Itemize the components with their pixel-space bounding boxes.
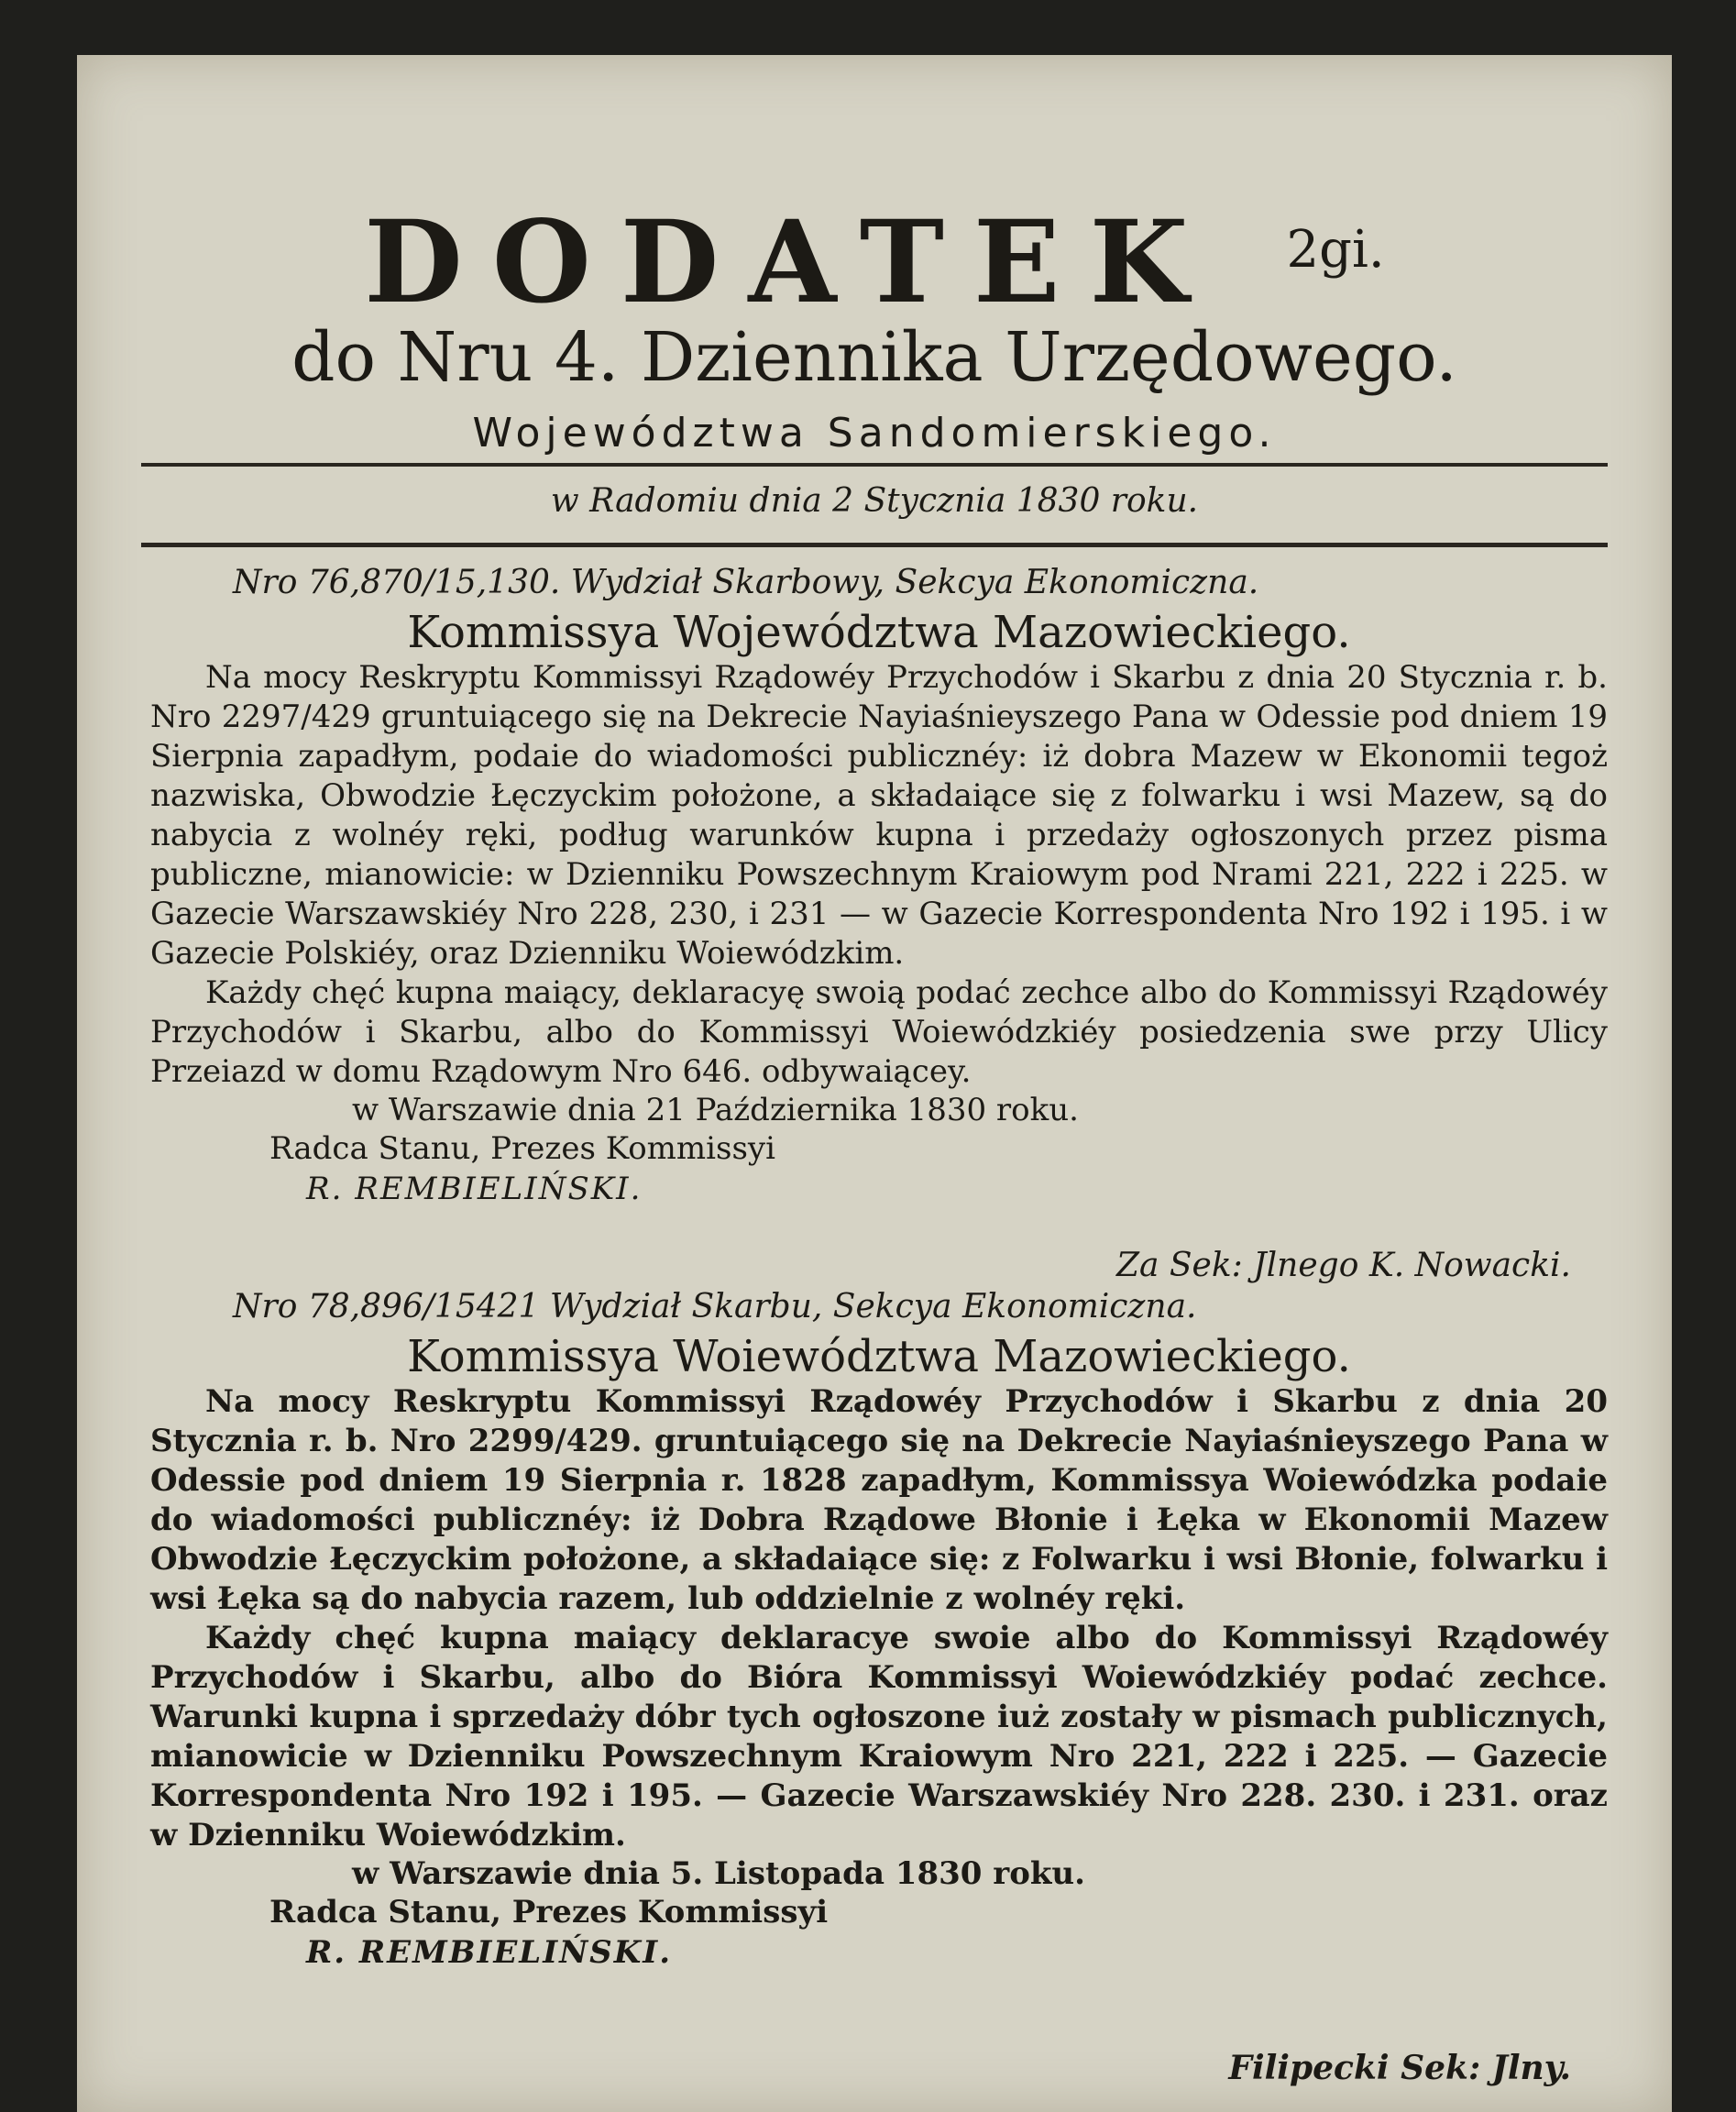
masthead-title-row: [77, 196, 1672, 329]
notice-1-secretary: Za Sek: Jlnego K. Nowacki.: [1115, 1247, 1571, 1284]
notice-1-signatory-name: R. REMBIELIŃSKI.: [306, 1171, 643, 1207]
notice-2-paragraph-1: Na mocy Reskryptu Kommissyi Rządowéy Przychodów i Skarbu z dnia 20 Stycznia r. b. Nro 2299/429. gruntuiącego się na Dekrecie Nayiaśnieyszego Pana w Odessie pod dniem 19 Sierpnia r. 1828 zapadłym, Kommissya Woiewódzka podaie do wiadomości publicznéy: iż Dobra Rządowe Błonie i Łęka w Ekonomii Mazew Obwodzie Łęczyckim położone, a składaiące się: z Folwarku i wsi Błonie, folwarku i wsi Łęka są do nabycia razem, lub oddzielnie z wolnéy ręki.: [150, 1383, 1608, 1617]
notice-2-reference: Nro 78,896/15421 Wydział Skarbu, Sekcya Ekonomiczna.: [233, 1288, 1197, 1326]
notice-1-paragraph-1: Na mocy Reskryptu Kommissyi Rządowéy Przychodów i Skarbu z dnia 20 Stycznia r. b. Nro 2297/429 gruntuiącego się na Dekrecie Nayiaśnieyszego Pana w Odessie pod dniem 19 Sierpnia zapadłym, podaie do wiadomości publicznéy: iż dobra Mazew w Ekonomii tegoż nazwiska, Obwodzie Łęczyckim położone, a składaiące się z folwarku i wsi Mazew, są do nabycia z wolnéy ręki, podług warunków kupna i przedaży ogłoszonych przez pisma publiczne, mianowicie: w Dzienniku Powszechnym Kraiowym pod Nrami 221, 222 i 225. w Gazecie Warszawskiéy Nro 228, 230, i 231 — w Gazecie Korrespondenta Nro 192 i 195. i w Gazecie Polskiéy, oraz Dzienniku Woiewódzkim.: [150, 659, 1608, 972]
notice-2-paragraph-2: Każdy chęć kupna maiący deklaracye swoie albo do Kommissyi Rządowéy Przychodów i Skarbu, albo do Bióra Kommissyi Woiewódzkiéy podać zechce. Warunki kupna i sprzedaży dóbr tych ogłoszone iuż zostały w pismach publicznych, mianowicie w Dzienniku Powszechnym Kraiowym Nro 221, 222 i 225. — Gazecie Korrespondenta Nro 192 i 195. — Gazecie Warszawskiéy Nro 228. 230. i 231. oraz w Dzienniku Woiewódzkim.: [150, 1620, 1608, 1854]
newspaper-page: [77, 55, 1672, 2112]
masthead: [77, 196, 1672, 456]
notice-1: [150, 564, 1608, 1284]
notice-1-reference: Nro 76,870/15,130. Wydział Skarbowy, Sekcya Ekonomiczna.: [233, 564, 1259, 601]
issue-number: 2gi.: [1286, 220, 1385, 280]
notice-2-heading: Kommissya Woiewództwa Mazowieckiego.: [407, 1331, 1351, 1382]
notice-2-signatory-title: Radca Stanu, Prezes Kommissyi: [269, 1894, 829, 1930]
notice-1-heading: Kommissya Województwa Mazowieckiego.: [407, 607, 1351, 658]
notice-1-signature: [269, 1128, 1608, 1209]
notice-2: [150, 1288, 1608, 2087]
masthead-subtitle: do Nru 4. Dziennika Urzędowego.: [291, 318, 1457, 397]
dateline: w Radomiu dnia 2 Stycznia 1830 roku.: [550, 482, 1199, 520]
notice-2-signature: [269, 1892, 1608, 1973]
notice-1-signatory-title: Radca Stanu, Prezes Kommissyi: [269, 1130, 776, 1167]
notice-1-body: [150, 658, 1608, 1092]
masthead-region: Województwa Sandomierskiego.: [472, 410, 1277, 456]
notice-2-body: [150, 1382, 1608, 1855]
notice-2-place-date: w Warszawie dnia 5. Listopada 1830 roku.: [352, 1855, 1085, 1892]
notice-1-place-date: w Warszawie dnia 21 Października 1830 roku.: [352, 1092, 1079, 1128]
notice-2-signatory-name: R. REMBIELIŃSKI.: [306, 1934, 673, 1971]
masthead-title: DODATEK: [364, 196, 1218, 329]
notice-2-secretary: Filipecki Sek: Jlny.: [1228, 2049, 1571, 2087]
bottom-rule: [141, 543, 1608, 547]
top-rule: [141, 463, 1608, 467]
notice-1-paragraph-2: Każdy chęć kupna maiący, deklaracyę swoią podać zechce albo do Kommissyi Rządowéy Przychodów i Skarbu, albo do Kommissyi Woiewódzkiéy posiedzenia swe przy Ulicy Przeiazd w domu Rządowym Nro 646. odbywaiącey.: [150, 974, 1608, 1090]
